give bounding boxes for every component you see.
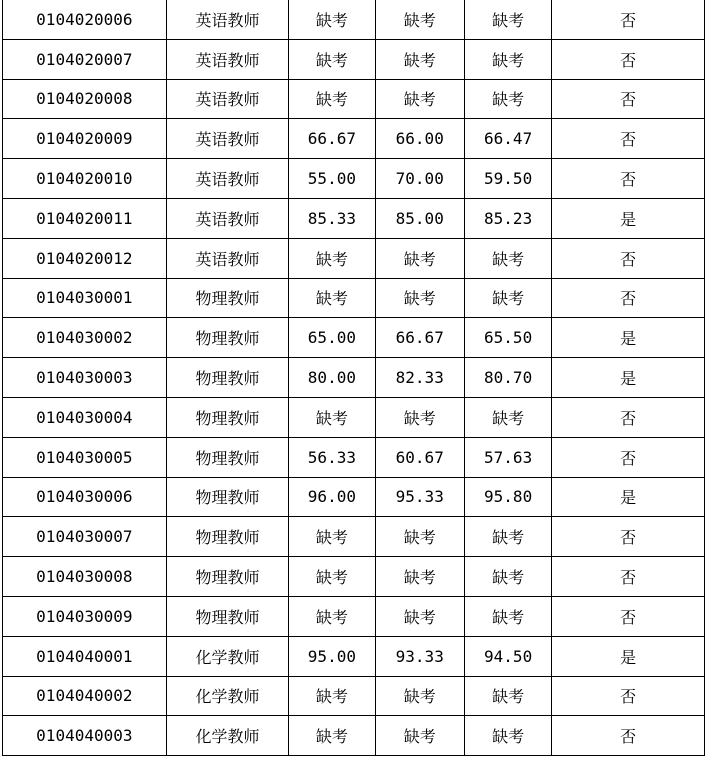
position-cell: 英语教师 (166, 198, 289, 238)
written-score-cell: 缺考 (289, 397, 375, 437)
position-cell: 物理教师 (166, 557, 289, 597)
total-score-cell: 缺考 (464, 596, 551, 636)
position-cell: 英语教师 (166, 159, 289, 199)
table-row (3, 636, 705, 676)
total-score-cell: 缺考 (464, 39, 551, 79)
candidate-id-cell: 0104040001 (3, 636, 167, 676)
interview-score-cell: 82.33 (375, 358, 464, 398)
position-cell: 化学教师 (166, 676, 289, 716)
written-score-cell: 96.00 (289, 477, 375, 517)
interview-score-cell: 缺考 (375, 79, 464, 119)
total-score-cell: 缺考 (464, 278, 551, 318)
candidate-id-cell: 0104020006 (3, 0, 167, 39)
physical-exam-cell: 否 (552, 79, 705, 119)
table-row (3, 517, 705, 557)
total-score-cell: 缺考 (464, 716, 551, 756)
table-row (3, 79, 705, 119)
interview-score-cell: 95.33 (375, 477, 464, 517)
candidate-id-cell: 0104030006 (3, 477, 167, 517)
interview-score-cell: 60.67 (375, 437, 464, 477)
interview-score-cell: 缺考 (375, 517, 464, 557)
total-score-cell: 94.50 (464, 636, 551, 676)
interview-score-cell: 70.00 (375, 159, 464, 199)
total-score-cell: 缺考 (464, 557, 551, 597)
table-row (3, 238, 705, 278)
table-row (3, 318, 705, 358)
total-score-cell: 59.50 (464, 159, 551, 199)
candidate-id-cell: 0104030007 (3, 517, 167, 557)
candidate-id-cell: 0104040002 (3, 676, 167, 716)
table-row (3, 119, 705, 159)
total-score-cell: 65.50 (464, 318, 551, 358)
written-score-cell: 缺考 (289, 39, 375, 79)
score-table (2, 0, 705, 756)
candidate-id-cell: 0104030005 (3, 437, 167, 477)
table-row (3, 676, 705, 716)
physical-exam-cell: 是 (552, 477, 705, 517)
candidate-id-cell: 0104030008 (3, 557, 167, 597)
position-cell: 英语教师 (166, 79, 289, 119)
physical-exam-cell: 否 (552, 716, 705, 756)
candidate-id-cell: 0104030002 (3, 318, 167, 358)
physical-exam-cell: 否 (552, 39, 705, 79)
written-score-cell: 95.00 (289, 636, 375, 676)
physical-exam-cell: 否 (552, 437, 705, 477)
physical-exam-cell: 否 (552, 238, 705, 278)
written-score-cell: 缺考 (289, 278, 375, 318)
interview-score-cell: 缺考 (375, 676, 464, 716)
interview-score-cell: 66.00 (375, 119, 464, 159)
position-cell: 物理教师 (166, 358, 289, 398)
table-row (3, 159, 705, 199)
table-row (3, 477, 705, 517)
candidate-id-cell: 0104030003 (3, 358, 167, 398)
candidate-id-cell: 0104020011 (3, 198, 167, 238)
written-score-cell: 缺考 (289, 79, 375, 119)
physical-exam-cell: 是 (552, 358, 705, 398)
physical-exam-cell: 否 (552, 159, 705, 199)
table-row (3, 716, 705, 756)
position-cell: 物理教师 (166, 278, 289, 318)
position-cell: 英语教师 (166, 39, 289, 79)
position-cell: 物理教师 (166, 596, 289, 636)
written-score-cell: 66.67 (289, 119, 375, 159)
table-row (3, 0, 705, 39)
physical-exam-cell: 否 (552, 517, 705, 557)
written-score-cell: 85.33 (289, 198, 375, 238)
physical-exam-cell: 否 (552, 676, 705, 716)
position-cell: 化学教师 (166, 636, 289, 676)
table-row (3, 557, 705, 597)
written-score-cell: 80.00 (289, 358, 375, 398)
position-cell: 英语教师 (166, 119, 289, 159)
position-cell: 物理教师 (166, 477, 289, 517)
written-score-cell: 缺考 (289, 596, 375, 636)
interview-score-cell: 缺考 (375, 39, 464, 79)
physical-exam-cell: 否 (552, 557, 705, 597)
physical-exam-cell: 是 (552, 198, 705, 238)
interview-score-cell: 93.33 (375, 636, 464, 676)
position-cell: 物理教师 (166, 397, 289, 437)
written-score-cell: 缺考 (289, 238, 375, 278)
position-cell: 物理教师 (166, 517, 289, 557)
interview-score-cell: 缺考 (375, 397, 464, 437)
position-cell: 化学教师 (166, 716, 289, 756)
physical-exam-cell: 是 (552, 636, 705, 676)
position-cell: 物理教师 (166, 437, 289, 477)
written-score-cell: 65.00 (289, 318, 375, 358)
physical-exam-cell: 否 (552, 119, 705, 159)
interview-score-cell: 缺考 (375, 596, 464, 636)
candidate-id-cell: 0104020009 (3, 119, 167, 159)
physical-exam-cell: 否 (552, 0, 705, 39)
total-score-cell: 57.63 (464, 437, 551, 477)
candidate-id-cell: 0104020008 (3, 79, 167, 119)
interview-score-cell: 缺考 (375, 278, 464, 318)
candidate-id-cell: 0104030004 (3, 397, 167, 437)
interview-score-cell: 66.67 (375, 318, 464, 358)
table-row (3, 358, 705, 398)
total-score-cell: 85.23 (464, 198, 551, 238)
physical-exam-cell: 是 (552, 318, 705, 358)
position-cell: 物理教师 (166, 318, 289, 358)
total-score-cell: 80.70 (464, 358, 551, 398)
total-score-cell: 缺考 (464, 676, 551, 716)
table-row (3, 437, 705, 477)
total-score-cell: 95.80 (464, 477, 551, 517)
candidate-id-cell: 0104020007 (3, 39, 167, 79)
written-score-cell: 缺考 (289, 557, 375, 597)
written-score-cell: 56.33 (289, 437, 375, 477)
total-score-cell: 缺考 (464, 397, 551, 437)
physical-exam-cell: 否 (552, 596, 705, 636)
table-row (3, 397, 705, 437)
candidate-id-cell: 0104030001 (3, 278, 167, 318)
total-score-cell: 缺考 (464, 517, 551, 557)
interview-score-cell: 85.00 (375, 198, 464, 238)
written-score-cell: 缺考 (289, 517, 375, 557)
written-score-cell: 缺考 (289, 0, 375, 39)
table-row (3, 39, 705, 79)
table-row (3, 596, 705, 636)
written-score-cell: 缺考 (289, 676, 375, 716)
total-score-cell: 缺考 (464, 0, 551, 39)
candidate-id-cell: 0104030009 (3, 596, 167, 636)
position-cell: 英语教师 (166, 0, 289, 39)
written-score-cell: 55.00 (289, 159, 375, 199)
table-row (3, 278, 705, 318)
position-cell: 英语教师 (166, 238, 289, 278)
interview-score-cell: 缺考 (375, 0, 464, 39)
total-score-cell: 缺考 (464, 238, 551, 278)
physical-exam-cell: 否 (552, 278, 705, 318)
candidate-id-cell: 0104040003 (3, 716, 167, 756)
interview-score-cell: 缺考 (375, 557, 464, 597)
physical-exam-cell: 否 (552, 397, 705, 437)
interview-score-cell: 缺考 (375, 238, 464, 278)
score-table-body (3, 0, 705, 756)
table-row (3, 198, 705, 238)
candidate-id-cell: 0104020010 (3, 159, 167, 199)
written-score-cell: 缺考 (289, 716, 375, 756)
candidate-id-cell: 0104020012 (3, 238, 167, 278)
total-score-cell: 66.47 (464, 119, 551, 159)
total-score-cell: 缺考 (464, 79, 551, 119)
interview-score-cell: 缺考 (375, 716, 464, 756)
